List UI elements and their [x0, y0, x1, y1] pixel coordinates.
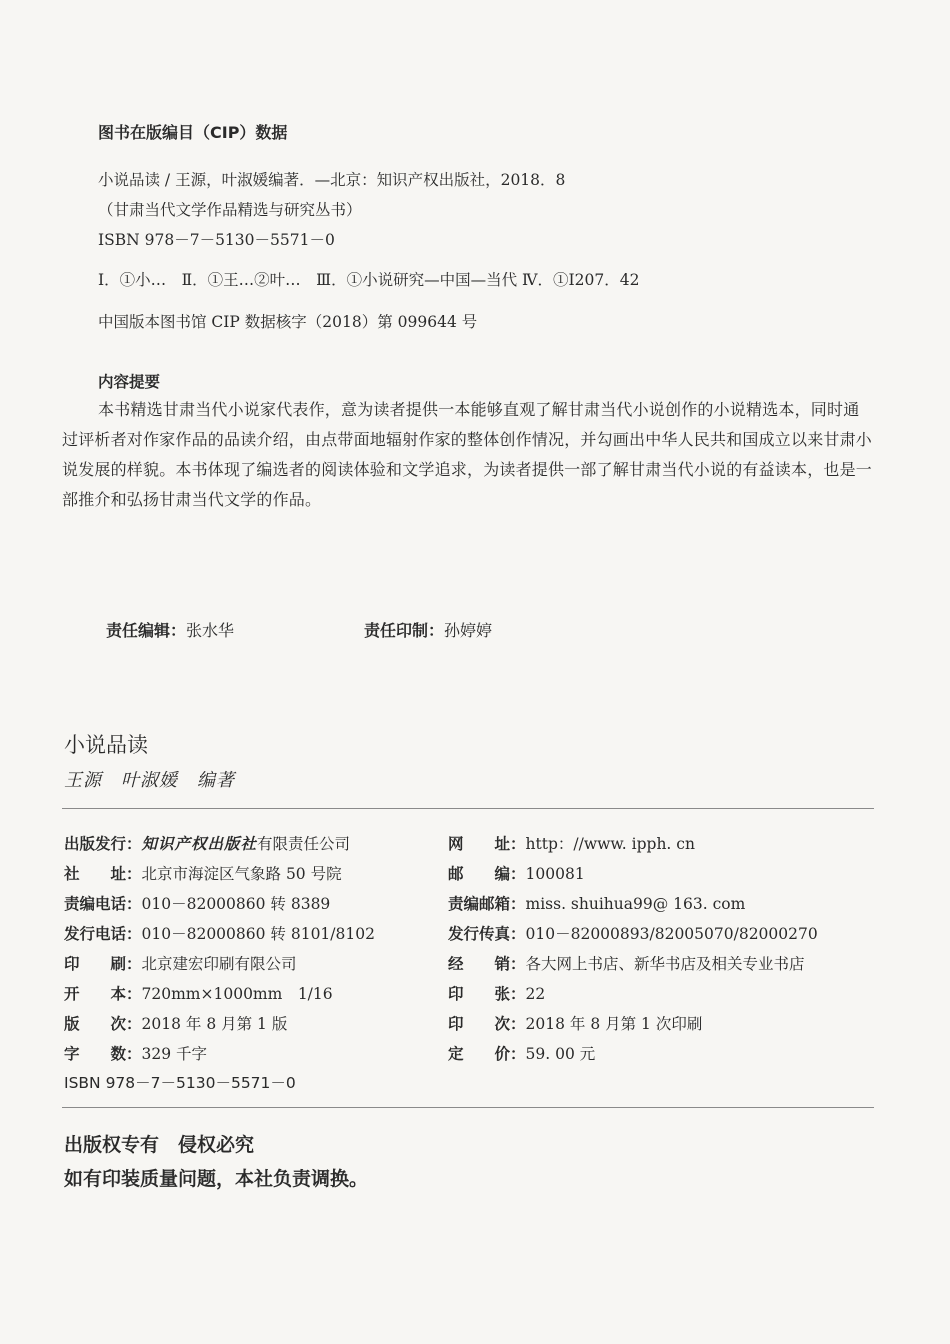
cip-line-series: （甘肃当代文学作品精选与研究丛书） [98, 201, 362, 219]
publication-row [64, 1012, 287, 1042]
copyright-notice: 出版权专有 侵权必究 [64, 1134, 255, 1156]
publication-field-value: 2018 年 8 月第 1 次印刷 [525, 1015, 703, 1033]
divider-top [62, 808, 874, 809]
publication-field-label: 社 址： [64, 865, 142, 883]
publication-row [448, 1042, 595, 1072]
publication-row [448, 862, 585, 892]
responsible-printer-name: 孙婷婷 [444, 621, 493, 640]
publication-field-label: 开 本： [64, 985, 142, 1003]
summary-text: 本书精选甘肃当代小说家代表作，意为读者提供一本能够直观了解甘肃当代小说创作的小说精选本，同时通过评析者对作家作品的品读介绍，由点带面地辐射作家的整体创作情况，并勾画出中华人民共和国成立以来甘肃小说发展的样貌。本书体现了编选者的阅读体验和文学追求，为读者提供一部了解甘肃当代小说的有益读本，也是一部推介和弘扬甘肃当代文学的作品。 [62, 400, 873, 509]
publication-field-value: http：//www. ipph. cn [525, 835, 695, 853]
publication-field-value: 010－82000860 转 8101/8102 [141, 925, 375, 943]
cip-title: 图书在版编目（CIP）数据 [98, 123, 288, 142]
quality-notice: 如有印装质量问题，本社负责调换。 [64, 1168, 369, 1190]
publication-field-value: miss. shuihua99@ 163. com [525, 895, 746, 913]
responsible-editor-name: 张水华 [186, 621, 235, 640]
publication-row [448, 982, 545, 1012]
publication-row [448, 832, 695, 862]
responsible-printer-label: 责任印制： [364, 621, 445, 640]
publication-field-value: 各大网上书店、新华书店及相关专业书店 [525, 955, 805, 973]
publication-row [448, 952, 805, 982]
summary-title: 内容提要 [98, 373, 161, 391]
responsible-editor-label: 责任编辑： [106, 621, 187, 640]
publication-field-label: 发行电话： [64, 925, 142, 943]
publisher-logo-text: 知识产权出版社 [141, 834, 258, 853]
cip-line-isbn: ISBN 978－7－5130－5571－0 [98, 231, 335, 249]
publication-field-label: 印 刷： [64, 955, 142, 973]
publication-field-value: 北京建宏印刷有限公司 [141, 955, 297, 973]
publication-row [64, 982, 333, 1012]
publication-field-label: 出版发行： [64, 835, 142, 853]
cip-line-bibliographic: 小说品读 / 王源，叶淑媛编著．—北京：知识产权出版社，2018．8 [98, 171, 566, 189]
divider-bottom [62, 1107, 874, 1108]
publication-field-value: 010－82000860 转 8389 [141, 895, 331, 913]
publication-field-label: 版 次： [64, 1015, 142, 1033]
publication-field-value: 59. 00 元 [525, 1045, 596, 1063]
publication-isbn: ISBN 978－7－5130－5571－0 [64, 1074, 296, 1092]
book-title: 小说品读 [64, 733, 148, 757]
publication-row [448, 1012, 702, 1042]
responsible-printer [364, 618, 492, 641]
publication-row [448, 892, 745, 922]
publication-field-value: 720mm×1000mm 1/16 [141, 985, 333, 1003]
publication-row [448, 922, 818, 952]
publication-field-label: 责编邮箱： [448, 895, 526, 913]
publication-field-value: 有限责任公司 [257, 835, 351, 853]
publication-field-value: 010－82000893/82005070/82000270 [525, 925, 818, 943]
publication-row [64, 922, 375, 952]
publication-field-value: 329 千字 [141, 1045, 208, 1063]
publication-row [64, 862, 342, 892]
publication-field-label: 邮 编： [448, 865, 526, 883]
publication-field-label: 印 次： [448, 1015, 526, 1033]
publication-field-label: 经 销： [448, 955, 526, 973]
publication-field-label: 发行传真： [448, 925, 526, 943]
publication-field-value: 北京市海淀区气象路 50 号院 [141, 865, 342, 883]
cip-line-classification: Ⅰ．①小… Ⅱ．①王…②叶… Ⅲ．①小说研究—中国—当代 Ⅳ．①I207．42 [98, 271, 640, 289]
publication-field-label: 责编电话： [64, 895, 142, 913]
publication-field-label: 网 址： [448, 835, 526, 853]
publication-row [64, 1042, 207, 1072]
publication-field-value: 2018 年 8 月第 1 版 [141, 1015, 288, 1033]
publication-field-label: 字 数： [64, 1045, 142, 1063]
publication-field-label: 印 张： [448, 985, 526, 1003]
publication-row [64, 952, 297, 982]
cip-line-record-number: 中国版本图书馆 CIP 数据核字（2018）第 099644 号 [98, 313, 478, 331]
book-authors: 王源 叶淑媛 编著 [64, 770, 235, 791]
publication-row [64, 832, 350, 862]
responsible-editor [106, 618, 234, 641]
publication-field-value: 100081 [525, 865, 585, 883]
publication-row [64, 892, 330, 922]
publication-field-value: 22 [525, 985, 546, 1003]
publication-field-label: 定 价： [448, 1045, 526, 1063]
